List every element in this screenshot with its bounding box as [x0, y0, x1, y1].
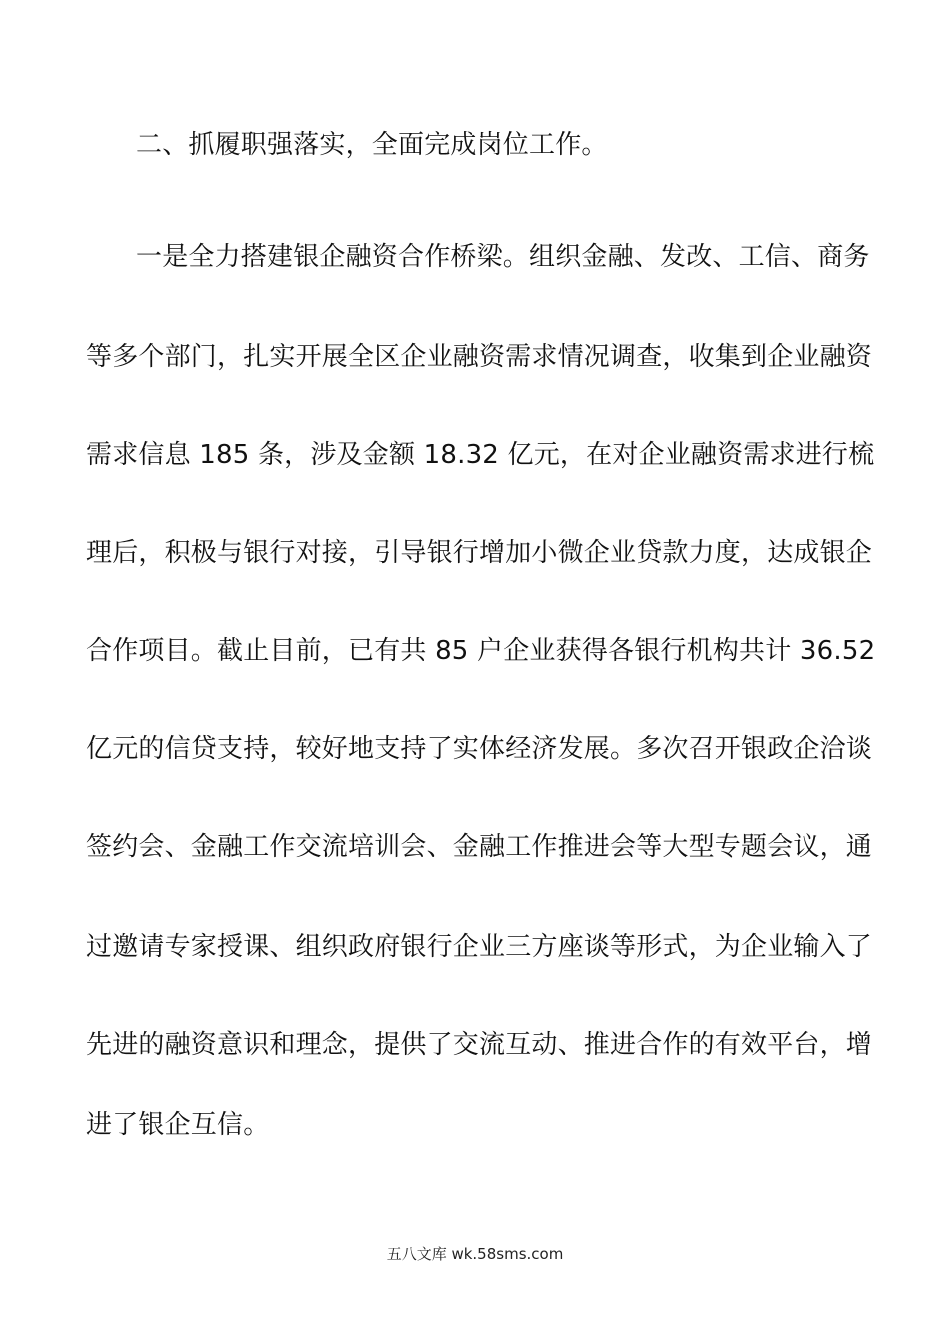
paragraph-line: 进了银企互信。 — [86, 1110, 270, 1140]
paragraph-line: 理后，积极与银行对接，引导银行增加小微企业贷款力度，达成银企 — [86, 538, 873, 568]
paragraph-line: 签约会、金融工作交流培训会、金融工作推进会等大型专题会议，通 — [86, 832, 873, 862]
paragraph-line: 过邀请专家授课、组织政府银行企业三方座谈等形式，为企业输入了 — [86, 932, 873, 962]
paragraph-line: 先进的融资意识和理念，提供了交流互动、推进合作的有效平台，增 — [86, 1030, 873, 1060]
paragraph-line: 合作项目。截止目前，已有共 85 户企业获得各银行机构共计 36.52 — [86, 636, 876, 666]
paragraph-line: 等多个部门，扎实开展全区企业融资需求情况调查，收集到企业融资 — [86, 342, 873, 372]
footer-watermark: 五八文库 wk.58sms.com — [386, 1245, 564, 1263]
section-heading: 二、抓履职强落实，全面完成岗位工作。 — [136, 130, 608, 160]
paragraph-line: 亿元的信贷支持，较好地支持了实体经济发展。多次召开银政企洽谈 — [86, 734, 873, 764]
paragraph-line: 一是全力搭建银企融资合作桥梁。组织金融、发改、工信、商务 — [136, 242, 870, 272]
paragraph-line: 需求信息 185 条，涉及金额 18.32 亿元，在对企业融资需求进行梳 — [86, 440, 875, 470]
